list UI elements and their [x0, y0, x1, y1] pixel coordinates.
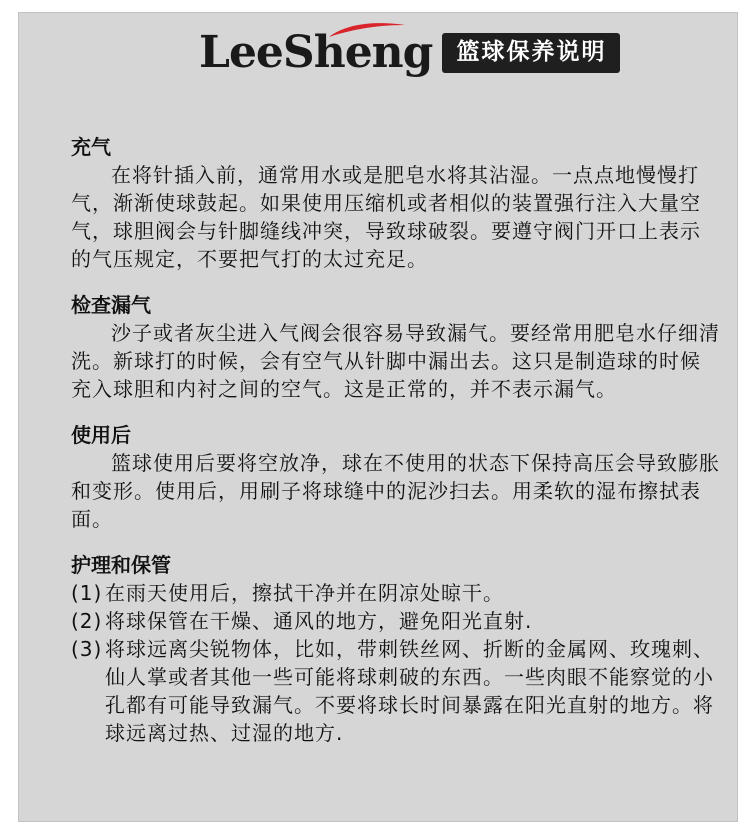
list-item [71, 579, 721, 607]
section-care-storage [71, 551, 721, 747]
section-title: 护理和保管 [71, 553, 171, 577]
list-item-number: (3) [71, 637, 103, 661]
section-leak-check [71, 291, 721, 403]
list-item [71, 635, 721, 747]
list-item-text: 将球保管在干燥、通风的地方，避免阳光直射. [105, 609, 533, 633]
list-item-text: 在雨天使用后，擦拭干净并在阴凉处晾干。 [105, 581, 504, 605]
brand-logo [199, 27, 433, 78]
header [199, 27, 620, 78]
list-item [71, 607, 721, 635]
section-inflation [71, 133, 721, 273]
section-text: 篮球使用后要将空放净，球在不使用的状态下保持高压会导致膨胀和变形。使用后，用刷子将球缝中的泥沙扫去。用柔软的湿布擦拭表面。 [71, 451, 720, 531]
list-item-number: (1) [71, 581, 103, 605]
list-item-number: (2) [71, 609, 103, 633]
section-text: 沙子或者灰尘进入气阀会很容易导致漏气。要经常用肥皂水仔细清洗。新球打的时候，会有空气从针脚中漏出去。这只是制造球的时候充入球胆和内衬之间的空气。这是正常的，并不表示漏气。 [71, 321, 720, 401]
brand-logo-text: LeeSheng [199, 27, 433, 78]
content [71, 133, 721, 765]
logo-swoosh-icon [327, 21, 407, 39]
page-title: 篮球保养说明 [442, 33, 620, 73]
care-instructions-panel [18, 12, 738, 822]
section-after-use [71, 421, 721, 533]
section-title: 充气 [71, 135, 111, 159]
list-item-text: 将球远离尖锐物体，比如，带刺铁丝网、折断的金属网、玫瑰刺、仙人掌或者其他一些可能将球刺破的东西。一些肉眼不能察觉的小孔都有可能导致漏气。不要将球长时间暴露在阳光直射的地方。将球远离过热、过湿的地方. [105, 637, 714, 745]
section-text: 在将针插入前，通常用水或是肥皂水将其沾湿。一点点地慢慢打气，渐渐使球鼓起。如果使用压缩机或者相似的装置强行注入大量空气，球胆阀会与针脚缝线冲突，导致球破裂。要遵守阀门开口上表示的气压规定，不要把气打的太过充足。 [71, 163, 701, 271]
section-title: 检查漏气 [71, 293, 151, 317]
section-title: 使用后 [71, 423, 131, 447]
